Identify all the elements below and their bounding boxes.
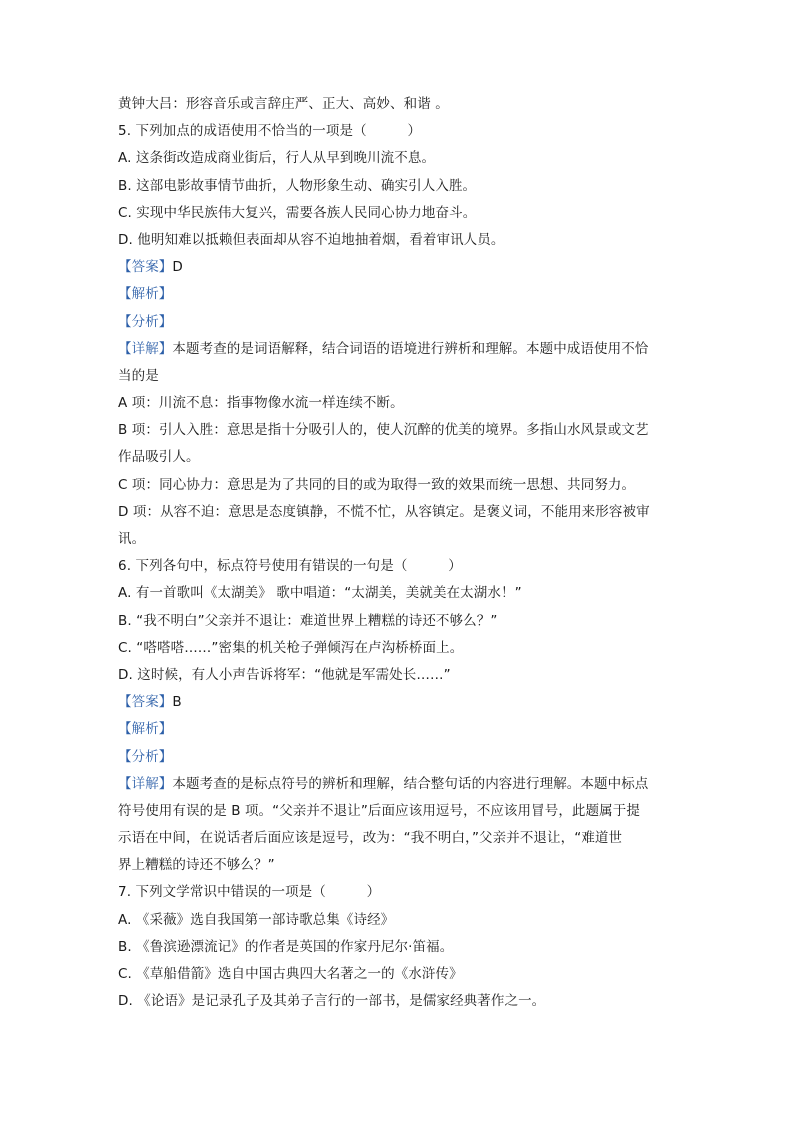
detail-text: 【详解】本题考查的是词语解释，结合词语的语境进行辨析和理解。本题中成语使用不恰 [118,340,649,357]
question-5-stem: 5. 下列加点的成语使用不恰当的一项是（ ） [118,123,422,140]
detail-text: 作品吸引人。 [118,449,200,466]
option-a: A. 《采薇》选自我国第一部诗歌总集《诗经》 [118,911,395,928]
section-tag: 【答案】 [118,694,173,711]
section-tag: 【详解】 [118,775,173,792]
option-a: A. 这条街改造成商业街后，行人从早到晚川流不息。 [118,150,436,167]
section-tag: 【分析】 [118,313,173,330]
detail-text: C 项：同心协力：意思是为了共同的目的或为取得一致的效果而统一思想、共同努力。 [118,476,636,493]
detail-text: 示语在中间，在说话者后面应该是逗号，改为：“我不明白，”父亲并不退让，“难道世 [118,830,623,847]
answer-tag: 【答案】D [118,259,183,276]
detail-text: 讯。 [118,531,146,547]
option-d: D. 《论语》是记录孔子及其弟子言行的一部书，是儒家经典著作之一。 [118,993,546,1010]
section-tag: 【详解】 [118,340,173,357]
option-a: A. 有一首歌叫《太湖美》 歌中唱道：“太湖美，美就美在太湖水！” [118,585,522,602]
analysis-tag [118,716,678,743]
detail-text: B 项：引人入胜：意思是指十分吸引人的，使人沉醉的优美的境界。多指山水风景或文艺 [118,422,649,439]
section-tag: 【答案】 [118,259,173,276]
breakdown-tag [118,744,678,771]
text-line: 黄钟大吕：形容音乐或言辞庄严、正大、高妙、和谐 。 [118,96,449,112]
option-c: C. 《草船借箭》选自中国古典四大名著之一的《水浒传》 [118,966,463,982]
question-7-stem: 7. 下列文学常识中错误的一项是（ ） [118,884,381,901]
option-b: B. 这部电影故事情节曲折，人物形象生动、确实引人入胜。 [118,177,477,194]
document-page [118,91,678,1015]
option-c: C. 实现中华民族伟大复兴，需要各族人民同心协力地奋斗。 [118,204,477,221]
option-b: B. 《鲁滨逊漂流记》的作者是英国的作家丹尼尔·笛福。 [118,938,454,955]
question-6-stem: 6. 下列各句中，标点符号使用有错误的一句是（ ） [118,558,462,575]
detail-text: A 项：川流不息：指事物像水流一样连续不断。 [118,395,404,412]
section-tag: 【解析】 [118,721,173,738]
detail-text: 【详解】本题考查的是标点符号的辨析和理解，结合整句话的内容进行理解。本题中标点 [118,775,649,792]
analysis-tag [118,281,678,308]
option-d: D. 这时候，有人小声告诉将军：“他就是军需处长……” [118,666,451,683]
detail-text: 界上糟糕的诗还不够么？” [118,857,275,874]
detail-text: 当的是 [118,367,159,384]
option-d: D. 他明知难以抵赖但表面却从容不迫地抽着烟，看着审讯人员。 [118,231,505,248]
answer-tag: 【答案】B [118,694,182,711]
breakdown-tag [118,309,678,336]
section-tag: 【分析】 [118,748,173,765]
detail-text: 符号使用有误的是 B 项。“父亲并不退让”后面应该用逗号，不应该用冒号，此题属于提 [118,802,640,819]
section-tag: 【解析】 [118,286,173,303]
option-c: C. “嗒嗒嗒……”密集的机关枪子弹倾泻在卢沟桥桥面上。 [118,639,464,656]
detail-text: D 项：从容不迫：意思是态度镇静，不慌不忙，从容镇定。是褒义词，不能用来形容被审 [118,503,650,520]
option-b: B. “我不明白”父亲并不退让：难道世界上糟糕的诗还不够么？” [118,612,498,629]
